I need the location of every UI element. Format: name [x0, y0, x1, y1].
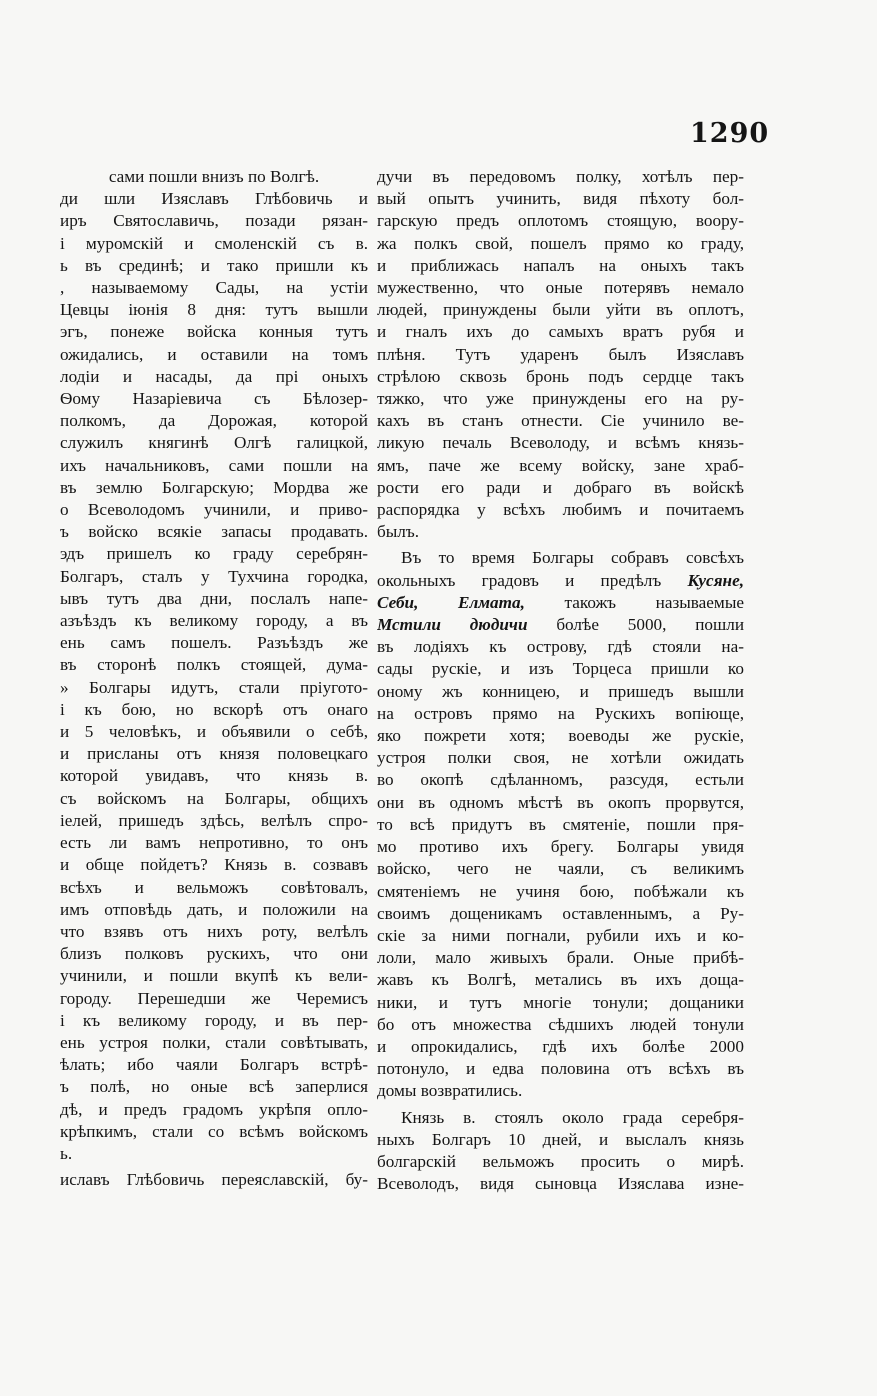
text-line: распорядка у всѣхъ любимъ и почитаемъ — [377, 500, 744, 520]
text-line: оному жъ конницею, и пришедъ вышли — [377, 681, 744, 701]
line-text: Въ то время Болгары собравъ совсѣхъ — [401, 548, 744, 568]
text-line: иславъ Глѣбовичь переяславскій, бу- — [60, 1170, 368, 1190]
page-number: 1290 — [690, 118, 770, 149]
text-line: сады рускіе, и изъ Торцеса пришли ко — [377, 659, 744, 679]
text-line: полкомъ, да Дорожая, которой — [60, 411, 368, 431]
text-line: ень самъ пошелъ. Разъѣздъ же — [60, 633, 368, 653]
text-line: былъ. — [377, 522, 420, 542]
text-line: потонуло, и едва половина отъ всѣхъ въ — [377, 1059, 744, 1079]
italic-name: Кусяне, — [687, 570, 744, 590]
text-line: то всѣ придутъ въ смятеніе, пошли пря- — [377, 814, 744, 834]
text-line: , называемому Сады, на устіи — [60, 278, 368, 298]
text-line — [377, 547, 744, 569]
text-line: ъ войско всякіе запасы продавать. — [60, 522, 368, 542]
text-line: и присланы отъ князя половецкаго — [60, 744, 368, 764]
text-line: ь. — [60, 1143, 73, 1163]
text-line: иръ Святославичь, позади рязан- — [60, 211, 368, 231]
text-line: имъ отповѣдь дать, и положили на — [60, 899, 368, 919]
text-line: сами пошли внизъ по Волгѣ. — [108, 167, 320, 186]
line-text: окольныхъ градовъ и предѣлъ — [377, 570, 662, 590]
text-line: которой увидавъ, что князь в. — [60, 766, 368, 786]
text-line: домы возвратились. — [377, 1081, 523, 1101]
italic-name: Себи, Елмата, — [377, 592, 525, 612]
text-line: и гналъ ихъ до самыхъ вратъ рубя и — [377, 322, 744, 342]
text-line: жа полкъ свой, пошелъ прямо ко граду, — [377, 233, 744, 253]
text-line: служилъ княгинѣ Олгѣ галицкой, — [60, 433, 368, 453]
text-line: іелей, пришедъ здѣсь, велѣлъ спро- — [60, 810, 368, 830]
text-line: азъѣздъ къ великому городу, а въ — [60, 611, 368, 631]
text-line: о Всеволодомъ учинили, и приво- — [60, 500, 368, 520]
text-line: Ѳому Назаріевича съ Бѣлозер- — [60, 389, 368, 409]
text-line — [377, 614, 744, 636]
text-line: і къ бою, но вскорѣ отъ онаго — [60, 699, 368, 719]
text-line: ники, и тутъ многіе тонули; дощаники — [377, 992, 744, 1012]
text-line: рости его ради и добраго въ войскѣ — [377, 477, 744, 497]
text-line — [377, 592, 744, 614]
text-line: ь въ срединѣ; и тако пришли къ — [60, 255, 368, 275]
text-line: ликую печаль Всеволоду, и всѣмъ князь- — [377, 433, 744, 453]
text-line: жавъ къ Волгѣ, метались въ ихъ доща- — [377, 970, 744, 990]
text-line: бо отъ множества сѣдшихъ людей тонули — [377, 1014, 744, 1034]
text-line: во окопѣ сдѣланномъ, разсудя, естьли — [377, 770, 744, 790]
text-line: вый опытъ учинить, видя пѣхоту бол- — [377, 189, 744, 209]
text-line: ывъ тутъ два дни, послалъ напе- — [60, 588, 368, 608]
line-text: такожъ называемые — [564, 592, 744, 612]
text-line: ожидались, и оставили на томъ — [60, 344, 368, 364]
text-line: эдъ пришелъ ко граду серебрян- — [60, 544, 368, 564]
right-column — [377, 166, 744, 1195]
text-line: лоли, мало живыхъ брали. Оные прибѣ- — [377, 948, 744, 968]
text-line: ихъ начальниковъ, сами пошли на — [60, 455, 368, 475]
text-line: і муромскій и смоленскій съ в. — [60, 233, 368, 253]
text-line: Князь в. стоялъ около града серебря- — [401, 1107, 744, 1127]
text-line: ди шли Изяславъ Глѣбовичь и — [60, 189, 368, 209]
text-line: есть ли вамъ непротивно, то онъ — [60, 833, 368, 853]
text-line: мо противо ихъ брегу. Болгары увидя — [377, 837, 744, 857]
text-line: лодіи и насады, да прі оныхъ — [60, 366, 368, 386]
text-line: Болгаръ, сталъ у Тухчина городка, — [60, 566, 368, 586]
text-line: плѣня. Тутъ ударенъ былъ Изяславъ — [377, 344, 744, 364]
text-line: и обще пойдетъ? Князь в. созвавъ — [60, 855, 368, 875]
text-line: ъ полѣ, но оные всѣ заперлися — [60, 1077, 368, 1097]
text-line: кахъ въ станъ отнести. Сіе учинило ве- — [377, 411, 744, 431]
text-line: въ землю Болгарскую; Мордва же — [60, 477, 368, 497]
line-text: болѣе 5000, пошли — [556, 615, 744, 635]
text-line: і къ великому городу, и въ пер- — [60, 1010, 368, 1030]
text-line: дучи въ передовомъ полку, хотѣлъ пер- — [377, 167, 744, 186]
text-line: въ сторонѣ полкъ стоящей, дума- — [60, 655, 368, 675]
text-line: и приближась напалъ на оныхъ такъ — [377, 255, 744, 275]
text-line: крѣпкимъ, стали со всѣмъ войскомъ — [60, 1121, 368, 1141]
text-line: ень устроя полки, стали совѣтывать, — [60, 1032, 368, 1052]
text-line: тяжко, что уже принуждены его на ру- — [377, 389, 744, 409]
text-line: и 5 человѣкъ, и объявили о себѣ, — [60, 722, 368, 742]
text-line: съ войскомъ на Болгары, общихъ — [60, 788, 368, 808]
text-line: на островъ прямо на Рускихъ вопіюще, — [377, 703, 744, 723]
text-line: Цевцы іюнія 8 дня: тутъ вышли — [60, 300, 368, 320]
text-line: эгъ, понеже войска конныя тутъ — [60, 322, 368, 342]
text-line — [377, 570, 744, 592]
text-line: устроя полки своя, не хотѣли ожидать — [377, 748, 744, 768]
text-line: людей, принуждены были уйти въ оплотъ, — [377, 300, 744, 320]
text-line: болгарскій вельможъ просить о мирѣ. — [377, 1151, 744, 1171]
text-line: учинили, и пошли вкупѣ къ вели- — [60, 966, 368, 986]
text-line: ныхъ Болгаръ 10 дней, и выслалъ князь — [377, 1129, 744, 1149]
text-line: скіе за ними погнали, рубили ихъ и ко- — [377, 925, 744, 945]
text-line: Всеволодъ, видя сыновца Изяслава изне- — [377, 1174, 744, 1194]
left-column — [60, 166, 368, 1191]
text-line: въ лодіяхъ къ острову, гдѣ стояли на- — [377, 637, 744, 657]
text-line: ѣлать; ибо чаяли Болгаръ встрѣ- — [60, 1055, 368, 1075]
text-line: стрѣлою сквозь бронь подъ сердце такъ — [377, 366, 744, 386]
text-line: своимъ дощеникамъ оставленнымъ, а Ру- — [377, 903, 744, 923]
text-line: они въ одномъ мѣстѣ въ окопъ прорвутся, — [377, 792, 744, 812]
text-line: яко пожрети хотя; воеводы же рускіе, — [377, 726, 744, 746]
text-line: смятеніемъ не учиня бою, побѣжали къ — [377, 881, 744, 901]
text-line: мужественно, что оные потерявъ немало — [377, 278, 744, 298]
text-line: городу. Перешедши же Черемисъ — [60, 988, 368, 1008]
text-line: войско, чего не чаяли, съ великимъ — [377, 859, 744, 879]
text-line: » Болгары идутъ, стали пріуготo- — [60, 677, 368, 697]
text-line: близъ полковъ рускихъ, что они — [60, 944, 368, 964]
text-line: ямъ, паче же всему войску, зане храб- — [377, 455, 744, 475]
text-line: и опрокидались, гдѣ ихъ болѣе 2000 — [377, 1036, 744, 1056]
text-line: что взявъ отъ нихъ роту, велѣлъ — [60, 921, 368, 941]
italic-name: Мстили дюдичи — [377, 615, 528, 635]
text-line: всѣхъ и вельможъ совѣтовалъ, — [60, 877, 368, 897]
text-line: дѣ, и предъ градомъ укрѣпя опло- — [60, 1099, 368, 1119]
text-line: гарскую предъ оплотомъ стоящую, вооpy- — [377, 211, 744, 231]
